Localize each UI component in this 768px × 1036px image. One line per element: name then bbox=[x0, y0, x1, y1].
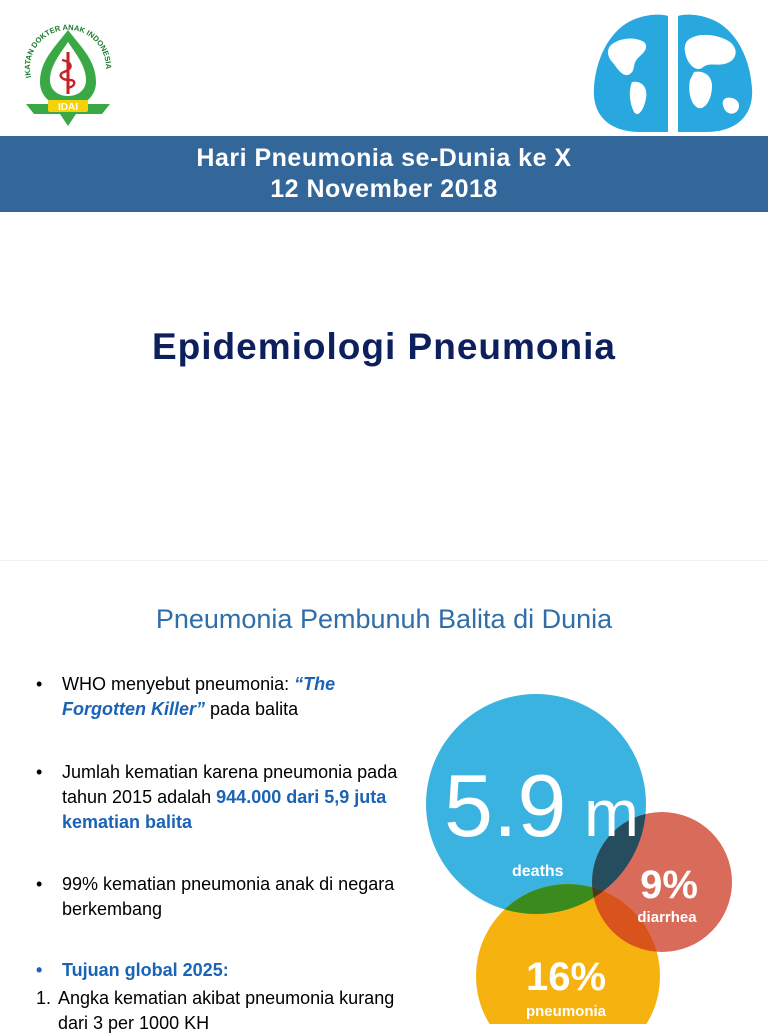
deaths-value: 5.9 bbox=[444, 756, 567, 855]
deaths-label: deaths bbox=[512, 863, 564, 880]
idai-ring-text: IKATAN DOKTER ANAK INDONESIA bbox=[22, 22, 114, 79]
bullet-item bbox=[36, 760, 416, 835]
pneumonia-value: 16% bbox=[525, 955, 607, 999]
diarrhea-label: diarrhea bbox=[637, 909, 697, 926]
bullet-item bbox=[36, 672, 416, 722]
event-banner bbox=[0, 136, 768, 212]
bullet-dot: • bbox=[36, 960, 43, 980]
slide2-title: Pneumonia Pembunuh Balita di Dunia bbox=[155, 604, 613, 634]
bullet-dot: • bbox=[36, 762, 43, 782]
bullet-dot: • bbox=[36, 874, 43, 894]
bullet-highlight: 944.000 dari 5,9 juta kematian balita bbox=[62, 787, 387, 832]
numbered-item bbox=[36, 986, 416, 1036]
bullet-text: 99% kematian pneumonia anak di negara berkembang bbox=[62, 874, 395, 919]
bullet-highlight: Tujuan global 2025: bbox=[62, 960, 229, 980]
bullet-text: WHO menyebut pneumonia: bbox=[62, 674, 295, 694]
slide-title: Epidemiologi Pneumonia bbox=[152, 326, 616, 367]
idai-name: IDAI bbox=[58, 102, 78, 113]
lungs-world-map-icon bbox=[588, 12, 758, 134]
bullet-text: pada balita bbox=[205, 699, 299, 719]
bullet-text: Jumlah kematian karena pneumonia pada tahun 2015 adalah bbox=[62, 762, 398, 807]
bullet-dot: • bbox=[36, 674, 43, 694]
numbered-text: Angka kematian akibat pneumonia kurang dari 3 per 1000 KH bbox=[58, 988, 395, 1033]
venn-diagram bbox=[420, 676, 768, 1024]
diarrhea-value: 9% bbox=[640, 863, 698, 907]
bullet-item bbox=[36, 872, 416, 922]
idai-logo bbox=[18, 16, 118, 128]
bullet-item bbox=[36, 958, 416, 983]
deaths-unit: m bbox=[584, 776, 639, 850]
banner-line-2: 12 November 2018 bbox=[270, 175, 498, 203]
pneumonia-label: pneumonia bbox=[525, 1003, 607, 1020]
bullet-highlight: “The Forgotten Killer” bbox=[62, 674, 336, 719]
banner-line-1: Hari Pneumonia se-Dunia ke X bbox=[196, 144, 572, 172]
numbered-index: 1. bbox=[36, 988, 52, 1008]
slide-divider bbox=[0, 560, 768, 561]
